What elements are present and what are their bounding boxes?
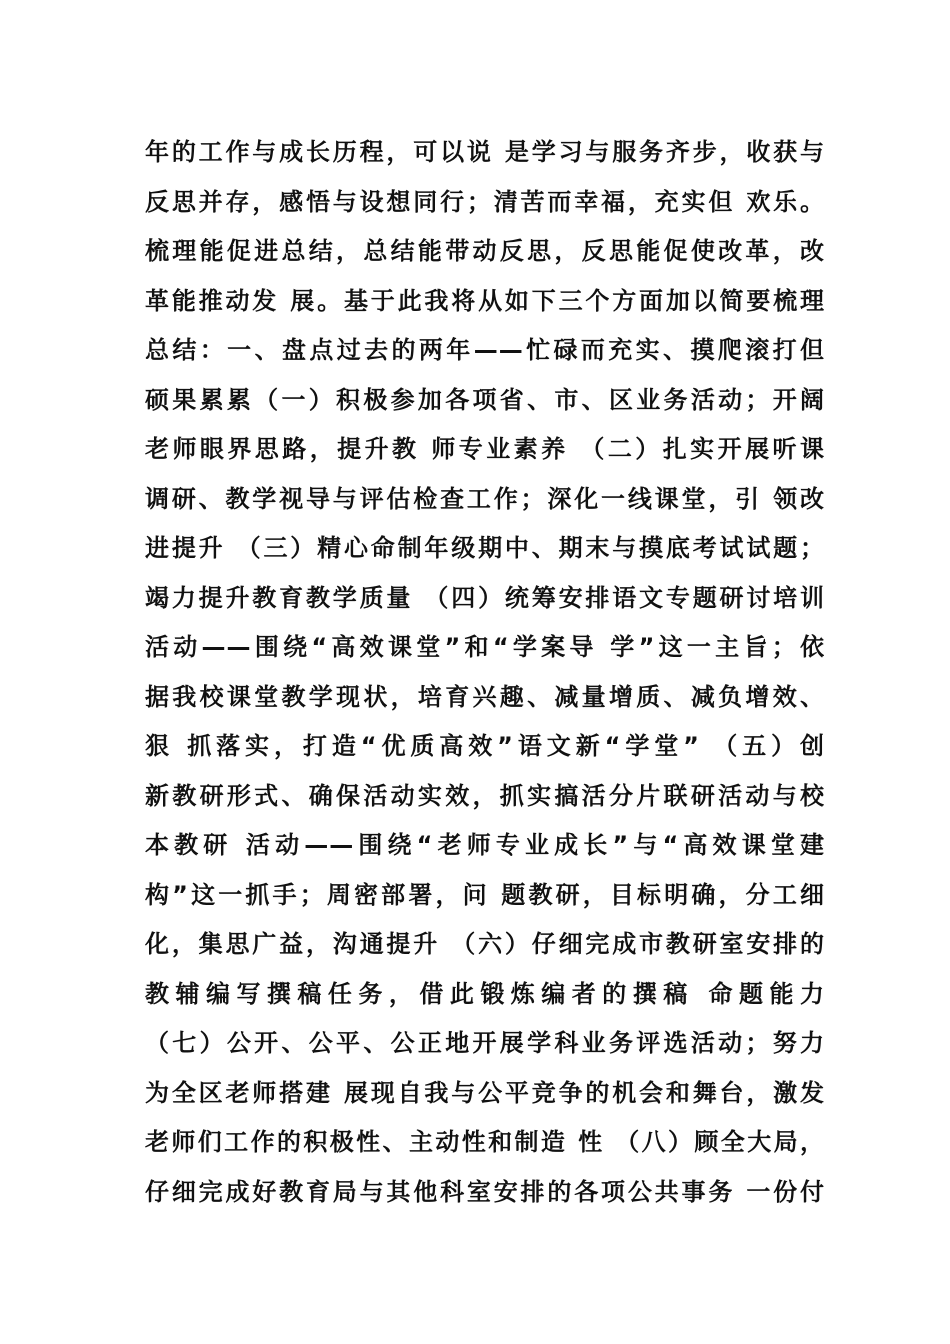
text-line: 进提升 （三）精心命制年级期中、期末与摸底考试试题； [145,534,825,562]
text-line: 反思并存，感悟与设想同行；清苦而幸福，充实但 欢乐。 [145,187,825,216]
text-line: 为全区老师搭建 展现自我与公平竞争的机会和舞台，激发 [145,1078,825,1107]
body-text [145,128,825,1217]
text-line: 革能推动发 展。基于此我将从如下三个方面加以简要梳理 [145,286,825,315]
text-line: 调研、教学视导与评估检查工作；深化一线课堂，引 领改 [145,484,825,513]
text-line: 化，集思广益，沟通提升 （六）仔细完成市教研室安排的 [145,930,825,958]
text-line: 新教研形式、确保活动实效，抓实搞活分片联研活动与校 [145,781,825,810]
text-line: 硕果累累（一）积极参加各项省、市、区业务活动；开阔 [145,385,825,414]
text-line: 老师们工作的积极性、主动性和制造 性 （八）顾全大局， [145,1128,825,1156]
text-line: 本教研 活动——围绕“老师专业成长”与“高效课堂建 [145,831,825,859]
text-line: 据我校课堂教学现状，培育兴趣、减量增质、减负增效、 [145,682,825,711]
text-line: 总结：一、盘点过去的两年——忙碌而充实、摸爬滚打但 [145,336,825,364]
text-line: 仔细完成好教育局与其他科室安排的各项公共事务 一份付 [145,1177,825,1206]
text-line: 梳理能促进总结，总结能带动反思，反思能促使改革，改 [145,237,825,265]
text-line: 活动——围绕“高效课堂”和“学案导 学”这一主旨；依 [145,633,825,661]
text-line: 教辅编写撰稿任务，借此锻炼编者的撰稿 命题能力 [145,979,825,1008]
text-line: 构”这一抓手；周密部署，问 题教研，目标明确，分工细 [145,880,825,909]
text-line: 竭力提升教育教学质量 （四）统筹安排语文专题研讨培训 [145,583,825,612]
text-line: 狠 抓落实，打造“优质高效”语文新“学堂” （五）创 [145,732,825,760]
text-line: 老师眼界思路，提升教 师专业素养 （二）扎实开展听课 [145,435,825,463]
text-line: （七）公开、公平、公正地开展学科业务评选活动；努力 [145,1029,825,1057]
text-line: 年的工作与成长历程，可以说 是学习与服务齐步，收获与 [145,138,825,166]
